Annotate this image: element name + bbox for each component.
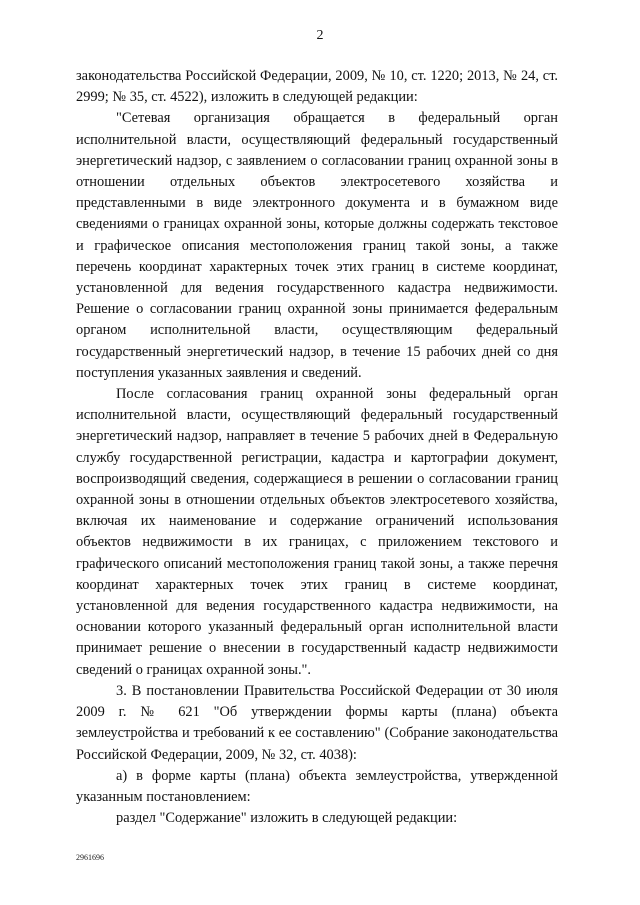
- paragraph-item-3: 3. В постановлении Правительства Российской Федерации от 30 июля 2009 г. № 621 "Об утверждении формы карты (плана) объекта землеустройства и требований к ее составлению" (Собрание законодательства Российской Федерации, 2009, № 32, ст. 4038):: [76, 682, 558, 763]
- paragraph-section-contents: раздел "Содержание" изложить в следующей редакции:: [116, 810, 458, 827]
- paragraph-network-organization: "Сетевая организация обращается в федеральный орган исполнительной власти, осуществляющий федеральный государственный энергетический надзор, с заявлением о согласовании границ охранной зоны в отношении отдельных объектов электросетевого хозяйства и представленными в виде электронного документа и в бумажном виде сведениями о границах охранной зоны, которые должны содержать текстовое и графическое описания местоположения границ такой зоны, а также перечень координат характерных точек этих границ в системе координат, установленной для ведения государственного кадастра недвижимости. Решение о согласовании границ охранной зоны принимается федеральным органом исполнительной власти, осуществляющим федеральный государственный энергетический надзор, в течение 15 рабочих дней со дня поступления указанных заявления и сведений.: [76, 110, 558, 381]
- paragraph-continuation: законодательства Российской Федерации, 2009, № 10, ст. 1220; 2013, № 24, ст. 2999; № 35, ст. 4522), изложить в следующей редакции:: [76, 68, 558, 106]
- paragraph-after-approval: После согласования границ охранной зоны федеральный орган исполнительной власти, осуществляющий федеральный государственный энергетический надзор, направляет в течение 5 рабочих дней в Федеральную службу государственной регистрации, кадастра и картографии документ, воспроизводящий сведения, содержащиеся в решении о согласовании границ охранной зоны в отношении отдельных объектов электросетевого хозяйства, включая их наименование и содержание ограничений использования объектов недвижимости в их границах, с приложением текстового и графического описаний местоположения границ такой зоны, а также перечня координат характерных точек этих границ в системе координат, установленной для ведения государственного кадастра недвижимости, на основании которого указанный федеральный орган исполнительной власти принимает решение о внесении в государственный кадастр недвижимости сведений о границах охранной зоны.".: [76, 386, 558, 678]
- document-body: [76, 66, 558, 829]
- page-number: 2: [316, 28, 324, 43]
- paragraph-subitem-a: а) в форме карты (плана) объекта землеустройства, утвержденной указанным постановлением:: [76, 767, 558, 805]
- document-code: 2961696: [76, 853, 104, 862]
